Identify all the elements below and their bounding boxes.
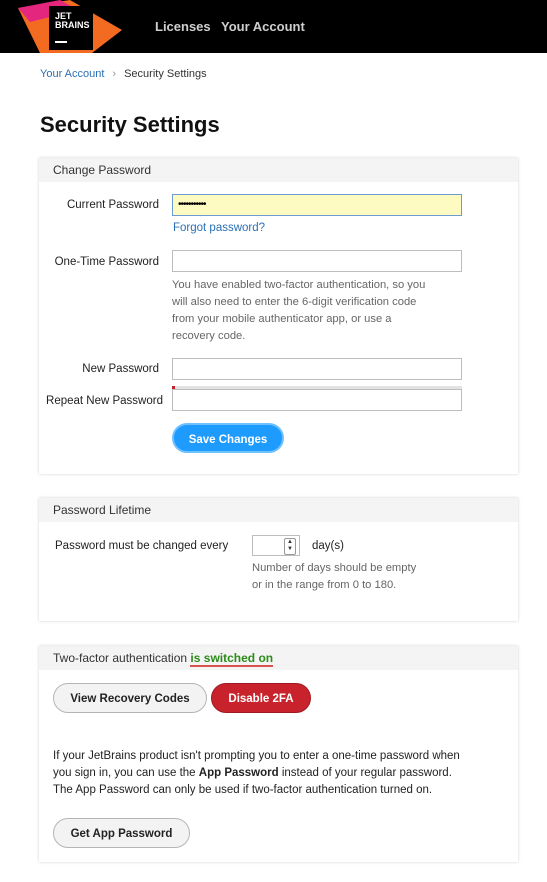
new-password-label: New Password: [82, 363, 159, 375]
change-password-card: [39, 158, 518, 474]
forgot-password-link[interactable]: Forgot password?: [173, 222, 266, 234]
current-password-input[interactable]: [172, 194, 462, 216]
password-lifetime-heading: Password Lifetime: [39, 498, 518, 522]
current-password-label: Current Password: [66, 199, 159, 211]
jetbrains-logo-icon[interactable]: [0, 0, 130, 53]
view-recovery-codes-button[interactable]: View Recovery Codes: [53, 683, 207, 713]
app-password-emphasis: App Password: [198, 767, 279, 779]
page-title: Security Settings: [40, 112, 220, 137]
repeat-password-label: Repeat New Password: [46, 395, 163, 407]
new-password-input[interactable]: [172, 358, 462, 380]
otp-label: One-Time Password: [54, 256, 159, 268]
breadcrumb-your-account-link[interactable]: Your Account: [40, 68, 105, 80]
two-factor-heading: Two-factor authentication is switched on: [39, 646, 518, 670]
breadcrumb: [40, 68, 207, 80]
two-factor-status: is switched on: [190, 651, 274, 665]
days-unit-label: day(s): [312, 540, 344, 552]
otp-input[interactable]: [172, 250, 462, 272]
otp-help-text: You have enabled two-factor authentication, so you will also need to enter the 6-digit verification code from your mobile authenticator app, or use a recovery code.: [172, 279, 426, 342]
repeat-password-input[interactable]: [172, 389, 462, 411]
change-password-heading: Change Password: [39, 158, 518, 182]
days-number-input[interactable]: [252, 535, 300, 556]
logo-text-brains: BRAINS: [55, 20, 90, 30]
logo-text-jet: JET: [55, 11, 72, 21]
top-navigation-bar: [0, 0, 547, 53]
save-changes-button[interactable]: Save Changes: [172, 423, 284, 453]
two-factor-card: [39, 646, 518, 862]
password-lifetime-card: [39, 498, 518, 621]
nav-licenses-link[interactable]: Licenses: [155, 19, 211, 34]
disable-2fa-button[interactable]: Disable 2FA: [211, 683, 311, 713]
current-password-value: •••••••••••: [178, 199, 206, 210]
breadcrumb-current: Security Settings: [124, 68, 207, 80]
nav-your-account-link[interactable]: Your Account: [221, 19, 305, 34]
app-password-info: If your JetBrains product isn't prompting you to enter a one-time password when you sign in, you can use the App Password instead of your regular password. The App Password can only be used if two-factor authentication turned on.: [53, 750, 460, 796]
get-app-password-button[interactable]: Get App Password: [53, 818, 190, 848]
password-lifetime-help: Number of days should be empty or in the range from 0 to 180.: [252, 562, 417, 591]
breadcrumb-chevron-icon: ›: [112, 68, 117, 80]
password-lifetime-label: Password must be changed every: [55, 540, 229, 552]
number-spinner-icon[interactable]: ▲ ▼: [284, 538, 296, 555]
